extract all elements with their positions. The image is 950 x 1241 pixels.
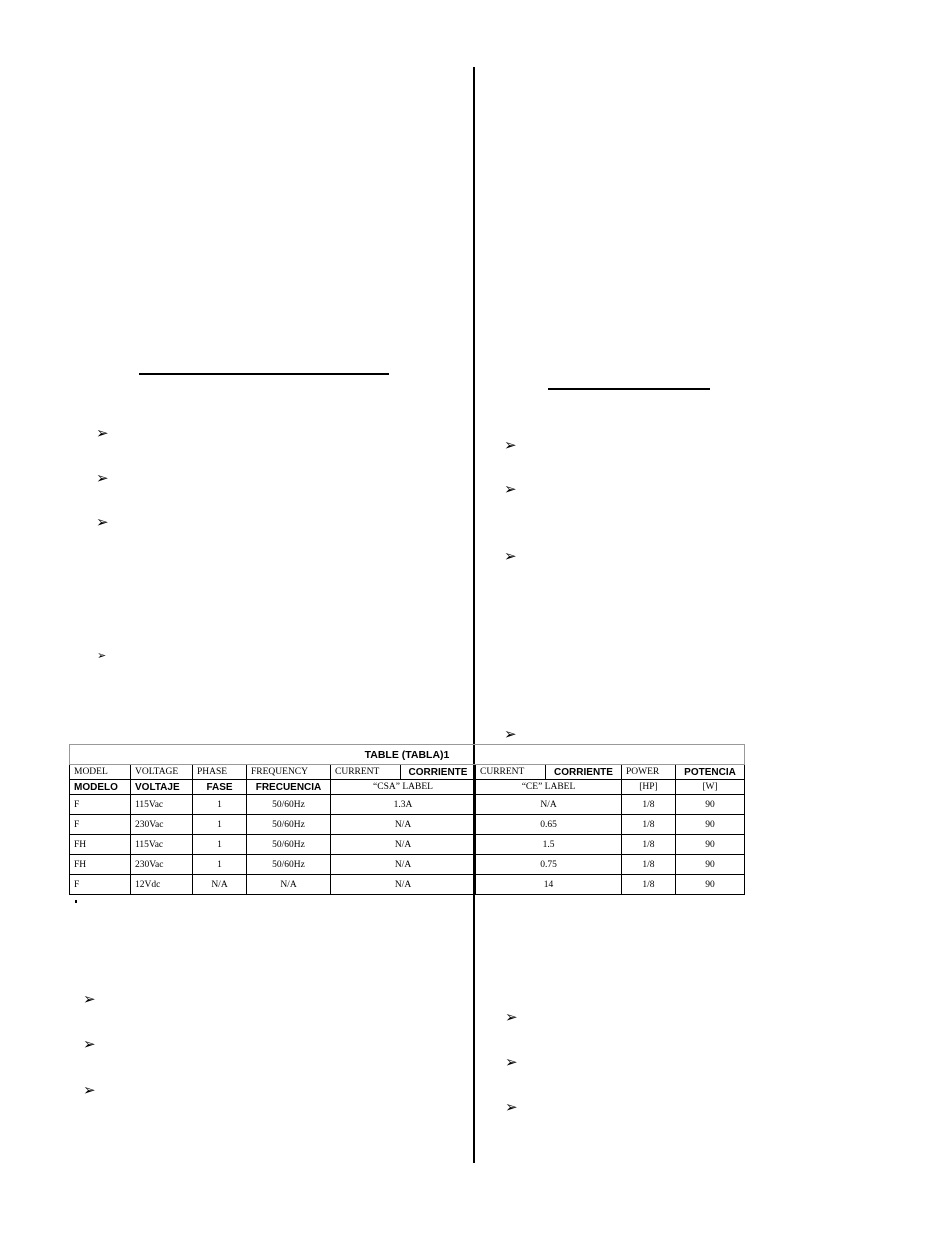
cell-frequency: 50/60Hz — [247, 795, 331, 815]
table-title-row — [70, 745, 745, 765]
cell-voltage: 230Vac — [131, 815, 193, 835]
cell-ce-current: 14 — [476, 875, 622, 895]
cell-csa-current: N/A — [331, 815, 476, 835]
col-header-hp: [HP] — [622, 780, 676, 795]
bullet-arrow-icon: ➢ — [83, 990, 96, 1008]
specification-table — [69, 744, 745, 895]
cell-hp: 1/8 — [622, 855, 676, 875]
bullet-arrow-icon: ➢ — [505, 1053, 518, 1071]
bullet-arrow-icon: ➢ — [505, 1008, 518, 1026]
table-row — [70, 835, 745, 855]
bullet-arrow-icon: ➢ — [504, 547, 517, 565]
cell-csa-current: N/A — [331, 875, 476, 895]
col-header-current-ce: CURRENT — [476, 765, 546, 780]
cell-voltage: 230Vac — [131, 855, 193, 875]
cell-voltage: 12Vdc — [131, 875, 193, 895]
cell-ce-current: 0.65 — [476, 815, 622, 835]
col-header-power: POWER — [622, 765, 676, 780]
table-header-spanish — [70, 780, 745, 795]
table-header-english — [70, 765, 745, 780]
bullet-arrow-icon: ➢ — [96, 424, 109, 442]
cell-ce-current: N/A — [476, 795, 622, 815]
right-heading-underline — [548, 388, 710, 390]
cell-hp: 1/8 — [622, 835, 676, 855]
cell-model: FH — [70, 835, 131, 855]
cell-ce-current: 0.75 — [476, 855, 622, 875]
cell-model: F — [70, 815, 131, 835]
col-header-ce-label: “CE” LABEL — [476, 780, 622, 795]
cell-model: F — [70, 795, 131, 815]
cell-frequency: 50/60Hz — [247, 855, 331, 875]
cell-csa-current: 1.3A — [331, 795, 476, 815]
bullet-arrow-icon: ➢ — [83, 1081, 96, 1099]
cell-frequency: 50/60Hz — [247, 815, 331, 835]
table-row — [70, 795, 745, 815]
cell-phase: 1 — [193, 835, 247, 855]
col-header-modelo: MODELO — [70, 780, 131, 795]
cell-csa-current: N/A — [331, 855, 476, 875]
cell-watts: 90 — [676, 795, 745, 815]
bullet-arrow-icon: ➢ — [97, 649, 107, 662]
col-header-voltaje: VOLTAJE — [131, 780, 193, 795]
col-header-fase: FASE — [193, 780, 247, 795]
col-header-frequency: FREQUENCY — [247, 765, 331, 780]
cell-frequency: N/A — [247, 875, 331, 895]
col-header-corriente-ce: CORRIENTE — [546, 765, 622, 780]
bullet-arrow-icon: ➢ — [96, 513, 109, 531]
bullet-arrow-icon: ➢ — [83, 1035, 96, 1053]
col-header-potencia: POTENCIA — [676, 765, 745, 780]
col-header-current-csa: CURRENT — [331, 765, 401, 780]
bullet-arrow-icon: ➢ — [505, 1098, 518, 1116]
table-row — [70, 875, 745, 895]
column-divider — [473, 67, 475, 1163]
table-row — [70, 855, 745, 875]
cell-frequency: 50/60Hz — [247, 835, 331, 855]
cell-voltage: 115Vac — [131, 795, 193, 815]
col-header-csa-label: “CSA” LABEL — [331, 780, 476, 795]
left-heading-underline — [139, 373, 389, 375]
cell-watts: 90 — [676, 815, 745, 835]
cell-phase: 1 — [193, 795, 247, 815]
bullet-arrow-icon: ➢ — [96, 469, 109, 487]
cell-model: FH — [70, 855, 131, 875]
col-header-frecuencia: FRECUENCIA — [247, 780, 331, 795]
cell-csa-current: N/A — [331, 835, 476, 855]
cell-hp: 1/8 — [622, 875, 676, 895]
col-header-w: [W] — [676, 780, 745, 795]
bullet-arrow-icon: ➢ — [504, 480, 517, 498]
cell-watts: 90 — [676, 875, 745, 895]
col-header-voltage: VOLTAGE — [131, 765, 193, 780]
cell-watts: 90 — [676, 835, 745, 855]
cell-phase: N/A — [193, 875, 247, 895]
cell-phase: 1 — [193, 855, 247, 875]
bullet-arrow-icon: ➢ — [504, 725, 517, 743]
col-header-corriente-csa: CORRIENTE — [401, 765, 476, 780]
cell-hp: 1/8 — [622, 815, 676, 835]
cell-voltage: 115Vac — [131, 835, 193, 855]
footnote-mark — [75, 900, 77, 903]
col-header-model: MODEL — [70, 765, 131, 780]
table-title: TABLE (TABLA)1 — [70, 745, 745, 765]
cell-hp: 1/8 — [622, 795, 676, 815]
cell-watts: 90 — [676, 855, 745, 875]
cell-phase: 1 — [193, 815, 247, 835]
col-header-phase: PHASE — [193, 765, 247, 780]
bullet-arrow-icon: ➢ — [504, 436, 517, 454]
table-row — [70, 815, 745, 835]
cell-model: F — [70, 875, 131, 895]
cell-ce-current: 1.5 — [476, 835, 622, 855]
